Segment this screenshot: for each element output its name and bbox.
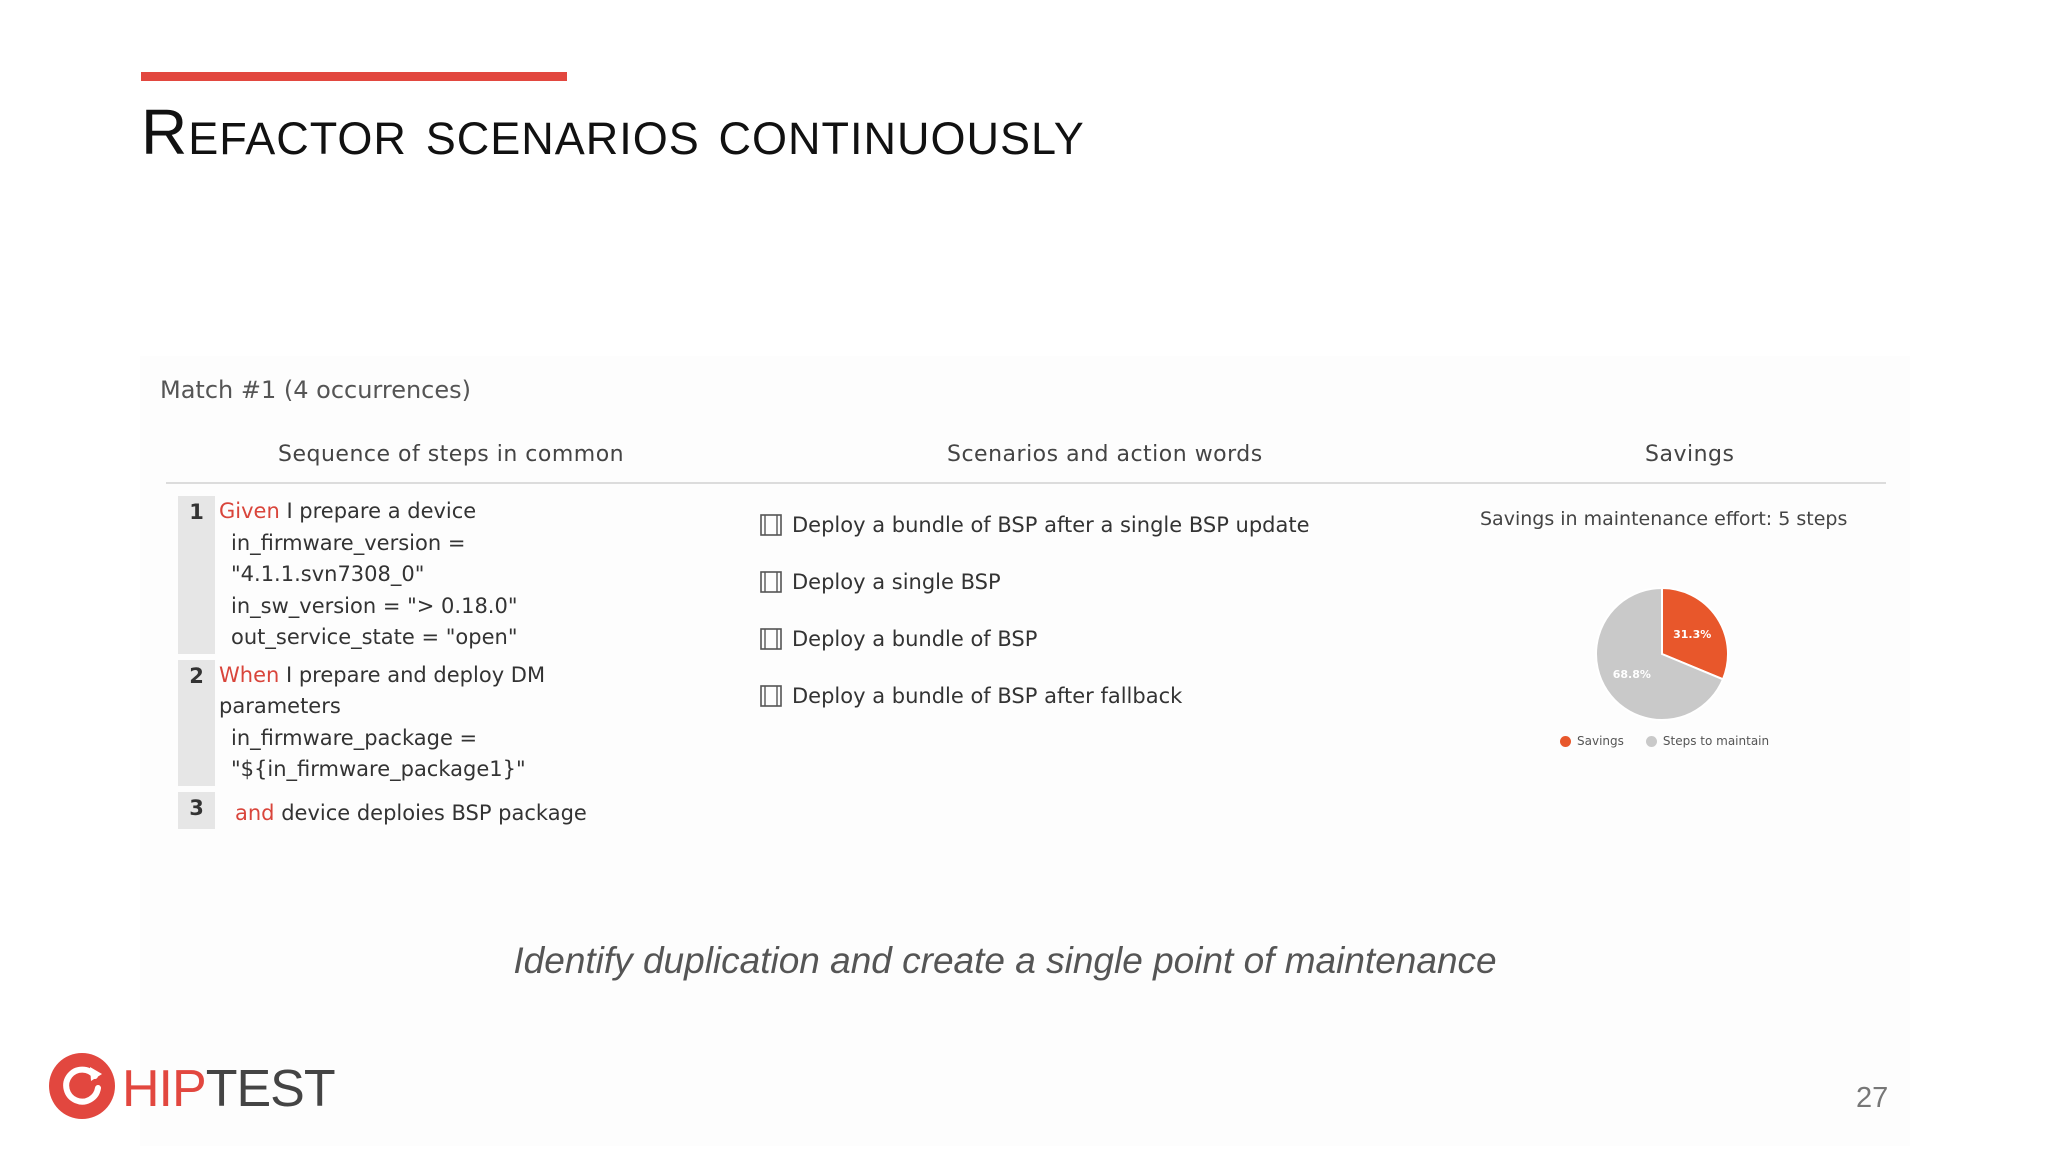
- step-param: "4.1.1.svn7308_0": [231, 562, 425, 586]
- column-header-savings: Savings: [1645, 442, 1735, 467]
- step-continuation: parameters: [219, 694, 341, 718]
- scenario-link[interactable]: Deploy a bundle of BSP after a single BSP update: [792, 512, 1310, 537]
- step-row: [178, 496, 698, 654]
- step-phrase: I prepare and deploy DM: [279, 662, 546, 687]
- refresh-circle-icon: [48, 1052, 116, 1125]
- step-row: [178, 660, 698, 786]
- step-keyword: Given: [219, 499, 280, 523]
- column-header-steps: Sequence of steps in common: [278, 442, 625, 467]
- legend-dot: [1646, 736, 1657, 747]
- pie-slice-label: 68.8%: [1612, 668, 1651, 682]
- legend-label: Savings: [1577, 734, 1624, 748]
- step-keyword: and: [235, 800, 275, 825]
- step-param: out_service_state = "open": [231, 625, 518, 649]
- film-icon: [760, 514, 782, 536]
- step-param: in_firmware_package =: [231, 725, 478, 750]
- legend-item-savings[interactable]: [1560, 734, 1624, 748]
- savings-pie-chart: [1592, 584, 1732, 724]
- step-param: "${in_firmware_package1}": [231, 757, 526, 781]
- savings-label: Savings in maintenance effort: 5 steps: [1480, 508, 1848, 530]
- scenario-item[interactable]: [760, 496, 1310, 553]
- film-icon: [760, 571, 782, 593]
- scenario-link[interactable]: Deploy a bundle of BSP: [792, 626, 1038, 651]
- step-phrase: device deploies BSP package: [274, 800, 587, 825]
- step-phrase: I prepare a device: [279, 499, 477, 523]
- step-number: 2: [178, 660, 215, 786]
- step-param: in_sw_version = "> 0.18.0": [231, 593, 518, 618]
- step-number: 1: [178, 496, 215, 654]
- step-text: [215, 496, 518, 654]
- scenario-item[interactable]: [760, 610, 1310, 667]
- scenario-link[interactable]: Deploy a bundle of BSP after fallback: [792, 683, 1183, 708]
- step-text: [215, 660, 545, 786]
- steps-list: [178, 496, 698, 835]
- legend-label: Steps to maintain: [1662, 734, 1770, 748]
- column-header-scenarios: Scenarios and action words: [947, 442, 1263, 467]
- title-accent-bar: [141, 72, 567, 81]
- page-number: 27: [1856, 1082, 1889, 1114]
- legend-dot: [1560, 736, 1571, 747]
- hiptest-logo: [48, 1052, 335, 1125]
- match-heading: Match #1 (4 occurrences): [160, 376, 472, 404]
- step-row: [178, 792, 698, 830]
- header-divider: [166, 482, 1886, 484]
- logo-text-test: TEST: [205, 1059, 335, 1118]
- match-panel: [140, 356, 1910, 1146]
- film-icon: [760, 685, 782, 707]
- logo-text: [122, 1059, 335, 1119]
- slide-caption: Identify duplication and create a single point of maintenance: [513, 940, 1497, 981]
- scenario-link[interactable]: Deploy a single BSP: [792, 569, 1001, 594]
- step-param: in_firmware_version =: [231, 530, 466, 555]
- step-number: 3: [178, 792, 215, 830]
- logo-text-hip: HIP: [122, 1059, 206, 1118]
- pie-legend: [1560, 734, 1769, 748]
- scenario-item[interactable]: [760, 667, 1310, 724]
- scenarios-list: [760, 496, 1310, 724]
- pie-slice-label: 31.3%: [1673, 627, 1712, 641]
- step-text: [215, 792, 587, 830]
- scenario-item[interactable]: [760, 553, 1310, 610]
- film-icon: [760, 628, 782, 650]
- slide-title: Refactor scenarios continuously: [141, 96, 1085, 168]
- legend-item-steps[interactable]: [1646, 734, 1769, 748]
- step-keyword: When: [219, 662, 280, 687]
